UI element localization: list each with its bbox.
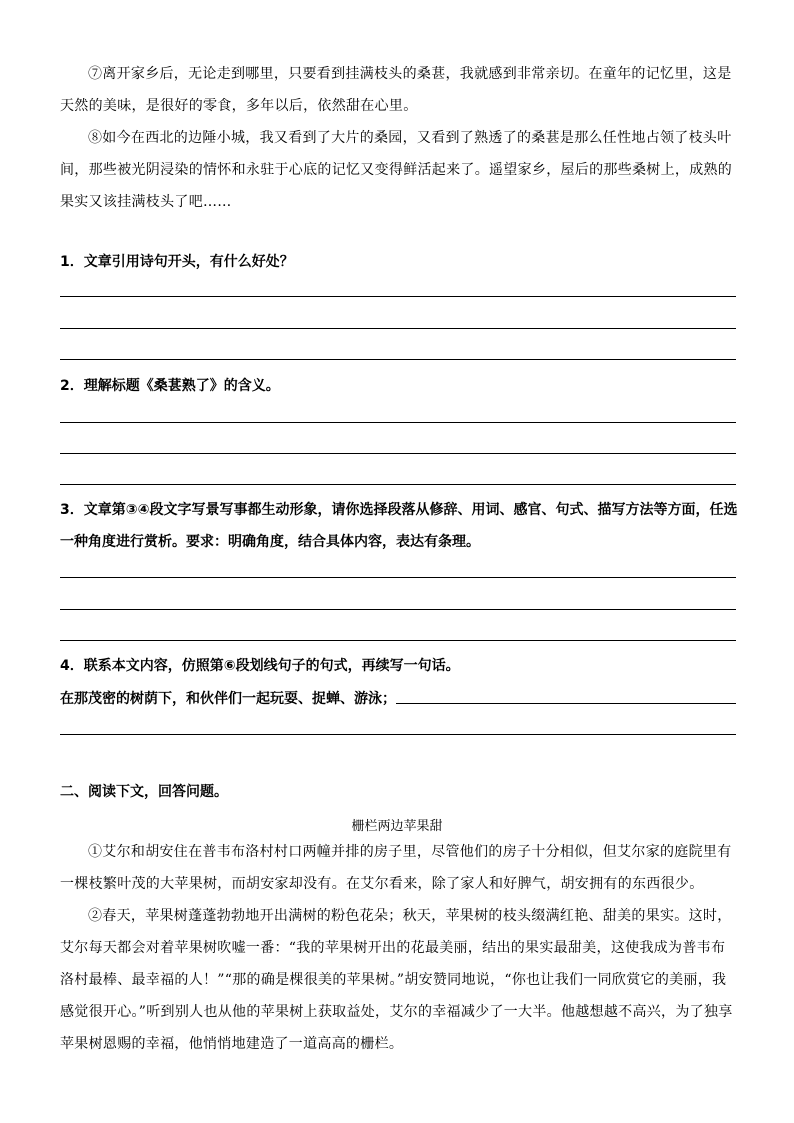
question-1: 1．文章引用诗句开头，有什么好处？ — [60, 254, 294, 270]
answer-line[interactable] — [60, 359, 736, 360]
answer-line[interactable] — [60, 640, 736, 641]
answer-line[interactable] — [60, 484, 736, 485]
answer-line[interactable] — [60, 609, 736, 610]
section-2-heading: 二、阅读下文，回答问题。 — [60, 784, 228, 800]
answer-line[interactable] — [60, 296, 736, 297]
answer-line[interactable] — [60, 328, 736, 329]
answer-line[interactable] — [60, 577, 736, 578]
question-2: 2．理解标题《桑葚熟了》的含义。 — [60, 378, 280, 394]
paragraph-8: ⑧如今在西北的边陲小城，我又看到了大片的桑园，又看到了熟透了的桑葚是那么任性地占领了枝头叶间，那些被光阴浸染的情怀和永驻于心底的记忆又变得鲜活起来了。遥望家乡，屋后的那些桑树上，成熟的果实又该挂满枝头了吧…… — [60, 130, 733, 210]
answer-line[interactable] — [396, 703, 736, 704]
question-4-prompt: 在那茂密的树荫下，和伙伴们一起玩耍、捉蝉、游泳； — [60, 691, 396, 707]
paragraph-7: ⑦离开家乡后，无论走到哪里，只要看到挂满枝头的桑葚，我就感到非常亲切。在童年的记忆里，这是天然的美味，是很好的零食，多年以后，依然甜在心里。 — [60, 66, 732, 114]
answer-line[interactable] — [60, 422, 736, 423]
question-3: 3．文章第③④段文字写景写事都生动形象，请你选择段落从修辞、用词、感官、句式、描写方法等方面，任选一种角度进行赏析。要求：明确角度，结合具体内容，表达有条理。 — [60, 502, 738, 550]
passage-title: 栅栏两边苹果甜 — [351, 819, 443, 834]
paragraph-2: ②春天，苹果树蓬蓬勃勃地开出满树的粉色花朵；秋天，苹果树的枝头缀满红艳、甜美的果实。这时，艾尔每天都会对着苹果树吹嘘一番：“我的苹果树开出的花最美丽，结出的果实最甜美，这使我成为普韦布洛村最棒、最幸福的人！”“那的确是棵很美的苹果树。”胡安赞同地说，“你也让我们一同欣赏它的美丽，我感觉很开心。”听到别人也从他的苹果树上获取益处，艾尔的幸福减少了一大半。他越想越不高兴，为了独享苹果树恩赐的幸福，他悄悄地建造了一道高高的栅栏。 — [60, 908, 733, 1052]
answer-line[interactable] — [60, 453, 736, 454]
question-4: 4．联系本文内容，仿照第⑥段划线句子的句式，再续写一句话。 — [60, 658, 460, 674]
answer-line[interactable] — [60, 734, 736, 735]
paragraph-1: ①艾尔和胡安住在普韦布洛村村口两幢并排的房子里，尽管他们的房子十分相似，但艾尔家的庭院里有一棵枝繁叶茂的大苹果树，而胡安家却没有。在艾尔看来，除了家人和好脾气，胡安拥有的东西很少。 — [60, 844, 732, 892]
